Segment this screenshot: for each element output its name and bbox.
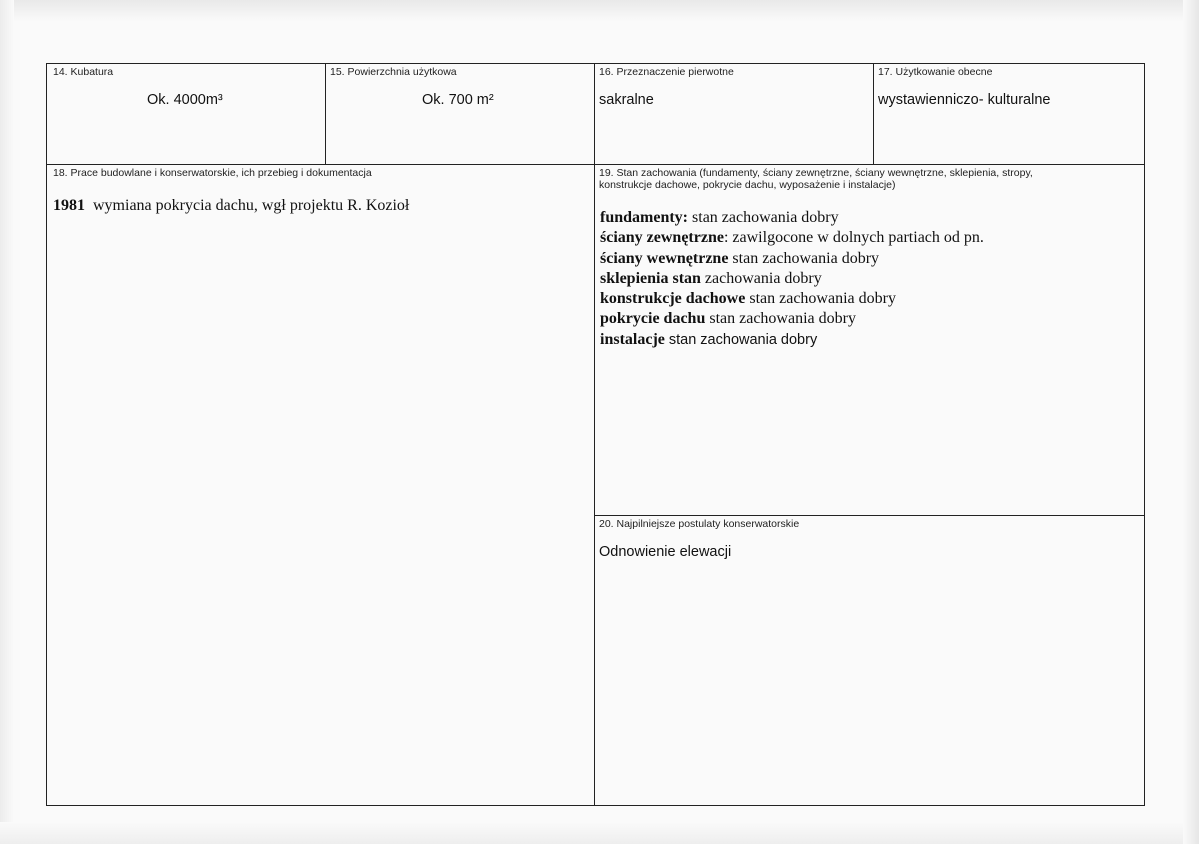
stan-term: konstrukcje dachowe [600, 290, 746, 308]
field-prace [47, 165, 594, 805]
record-form [46, 63, 1145, 806]
stan-term: instalacje [600, 330, 665, 348]
stan-term: ściany wewnętrzne [600, 249, 729, 267]
stan-desc: stan zachowania dobry [709, 310, 856, 328]
field-powierzchnia [326, 64, 594, 164]
prace-entry [53, 197, 409, 215]
field-value: Ok. 700 m² [422, 92, 494, 108]
stan-term: pokrycie dachu [600, 310, 706, 328]
stan-desc: zachowania dobry [704, 269, 822, 287]
prace-text: wymiana pokrycia dachu, wgł projektu R. Kozioł [93, 197, 410, 214]
stan-list [600, 208, 984, 350]
field-label-line1: 19. Stan zachowania (fundamenty, ściany zewnętrzne, ściany wewnętrzne, sklepienia, stropy, [599, 167, 1033, 179]
field-label: 18. Prace budowlane i konserwatorskie, ich przebieg i dokumentacja [53, 167, 372, 179]
stan-desc: : zawilgocone w dolnych partiach od pn. [723, 229, 984, 247]
field-przeznaczenie [595, 64, 873, 164]
field-label: 15. Powierzchnia użytkowa [330, 66, 457, 78]
stan-desc: stan zachowania dobry [668, 331, 818, 348]
field-value: Odnowienie elewacji [599, 544, 732, 560]
stan-desc: stan zachowania dobry [692, 209, 839, 226]
stan-item [600, 289, 984, 309]
stan-term: ściany zewnętrzne [600, 229, 724, 247]
prace-year: 1981 [53, 197, 85, 214]
scan-edge-bottom [0, 822, 1199, 844]
field-label-line2: konstrukcje dachowe, pokrycie dachu, wyposażenie i instalacje) [599, 179, 896, 191]
field-value: wystawienniczo- kulturalne [878, 92, 1051, 108]
stan-item [600, 269, 984, 289]
stan-term: sklepienia stan [600, 269, 701, 287]
stan-desc: stan zachowania dobry [749, 290, 896, 308]
field-value: sakralne [599, 92, 654, 108]
stan-item [600, 249, 984, 269]
field-postulaty [595, 516, 1144, 805]
field-kubatura [47, 64, 325, 164]
field-uzytkowanie [874, 64, 1144, 164]
field-label: 20. Najpilniejsze postulaty konserwatorskie [599, 518, 800, 530]
scan-edge-top [0, 0, 1199, 22]
scan-edge-left [0, 0, 14, 844]
scan-edge-right [1183, 0, 1199, 844]
stan-desc: stan zachowania dobry [732, 249, 880, 267]
field-label: 17. Użytkowanie obecne [878, 66, 993, 78]
field-label: 16. Przeznaczenie pierwotne [599, 66, 734, 78]
stan-term: fundamenty: [600, 209, 689, 226]
stan-item [600, 228, 984, 248]
stan-item [600, 309, 984, 329]
stan-item [600, 330, 984, 350]
field-value: Ok. 4000m³ [147, 92, 223, 108]
stan-item [600, 208, 984, 228]
field-label: 14. Kubatura [53, 66, 114, 78]
